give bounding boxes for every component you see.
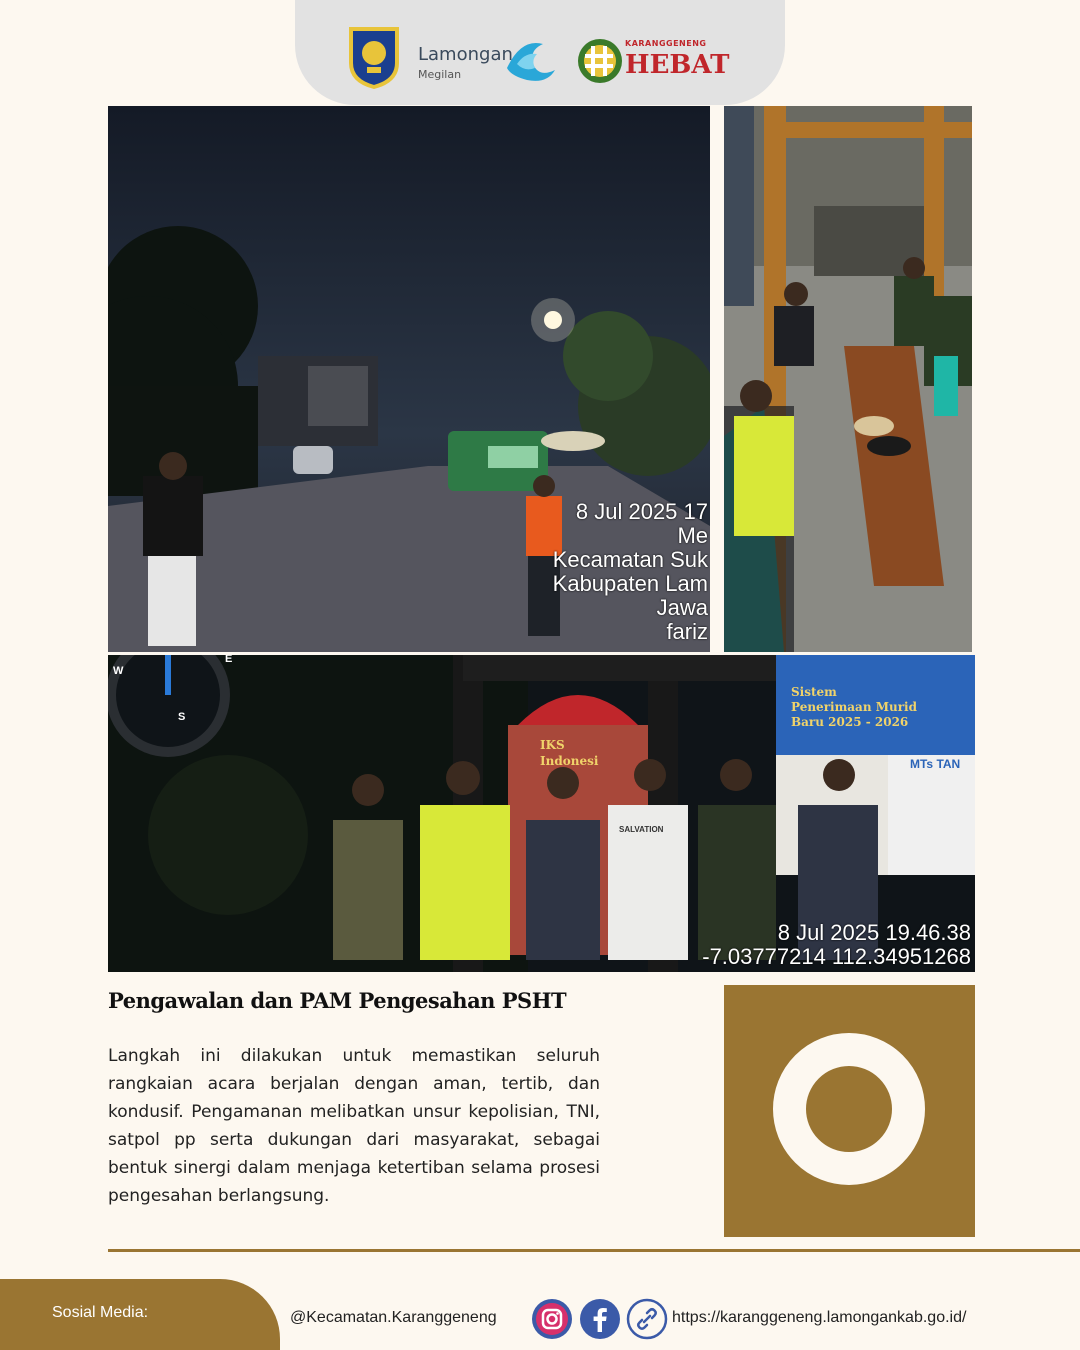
banner-line: Sistem <box>791 685 837 699</box>
overlay-line: Kecamatan Suk <box>552 547 708 572</box>
instagram-icon[interactable] <box>531 1298 573 1340</box>
overlay-line: -7.03777214 112.34951268 <box>702 944 971 969</box>
compass-south-label: S <box>178 711 186 723</box>
footer-divider <box>108 1249 1080 1252</box>
social-media-label: Sosial Media: <box>52 1304 149 1321</box>
banner-line: Penerimaan Murid <box>791 700 918 714</box>
banner-line: Baru 2025 - 2026 <box>791 715 909 729</box>
school-banner <box>791 685 917 730</box>
brand-tagline: Megilan <box>418 68 462 81</box>
overlay-line: fariz <box>666 619 708 644</box>
gate-line: Indonesi <box>540 754 599 768</box>
social-handle[interactable]: @Kecamatan.Karanggeneng <box>290 1309 497 1326</box>
link-icon[interactable] <box>626 1298 668 1340</box>
photo-group-gate <box>108 655 975 972</box>
photo3-overlay <box>702 921 971 969</box>
overlay-line: 8 Jul 2025 19.46.38 <box>777 920 971 945</box>
gate-sign <box>540 737 598 769</box>
overlay-line: Me <box>677 523 708 548</box>
overlay-line: Jawa <box>656 595 708 620</box>
program-big-text: HEBAT <box>625 50 730 80</box>
website-url-link[interactable]: https://karanggeneng.lamongankab.go.id/ <box>672 1309 967 1326</box>
facebook-icon[interactable] <box>579 1298 621 1340</box>
photo-night-road <box>108 106 710 652</box>
gate-line: IKS <box>540 738 565 752</box>
lamongan-wave-logo <box>503 34 559 84</box>
decorative-ring-icon <box>773 1033 925 1185</box>
lamongan-shield-logo <box>345 25 403 89</box>
program-small-text: KARANGGENENG <box>625 39 707 48</box>
brand-name: Lamongan <box>418 44 513 65</box>
compass <box>108 655 236 733</box>
overlay-line: 8 Jul 2025 17 <box>575 499 708 524</box>
compass-west-label: W <box>113 665 124 677</box>
shirt-text: SALVATION <box>619 825 664 834</box>
billboard-text: MTs TAN <box>910 757 961 771</box>
compass-east-label: E <box>225 655 233 665</box>
photo1-overlay <box>553 500 708 644</box>
overlay-line: Kabupaten Lam <box>552 571 708 596</box>
article-body: Langkah ini dilakukan untuk memastikan seluruh rangkaian acara berjalan dengan aman, tertib, dan kondusif. Pengamanan melibatkan unsur kepolisian, TNI, satpol pp serta dukungan dari masyarakat, sebagai bentuk sinergi dalam menjaga ketertiban selama prosesi pengesahan berlangsung. <box>108 1046 600 1206</box>
photo-meeting <box>724 106 972 652</box>
article-title: Pengawalan dan PAM Pengesahan PSHT <box>108 988 567 1013</box>
